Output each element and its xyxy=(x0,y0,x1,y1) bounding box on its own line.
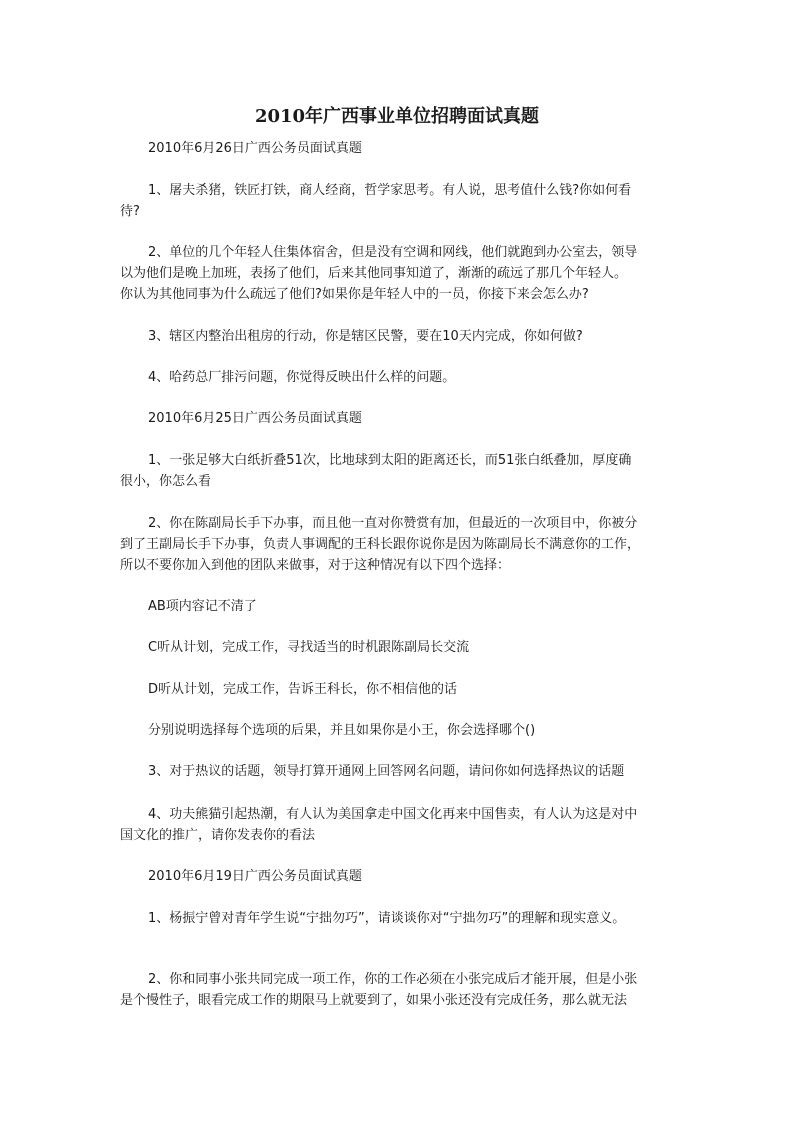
document-title: 2010年广西事业单位招聘面试真题 xyxy=(254,106,540,127)
paragraph-line: 4、功夫熊猫引起热潮，有人认为美国拿走中国文化再来中国售卖，有人认为这是对中 xyxy=(148,807,638,822)
paragraph-line: 待? xyxy=(120,204,140,219)
paragraph-line: 所以不要你加入到他的团队来做事，对于这种情况有以下四个选择： xyxy=(120,558,511,573)
paragraph-line: 2、你在陈副局长手下办事，而且他一直对你赞赏有加，但最近的一次项目中，你被分 xyxy=(148,516,638,531)
paragraph-line: 以为他们是晚上加班，表扬了他们，后来其他同事知道了，渐渐的疏远了那几个年轻人。 xyxy=(120,266,628,281)
paragraph-line: 很小，你怎么看 xyxy=(120,474,212,489)
paragraph-line: 2、单位的几个年轻人住集体宿舍，但是没有空调和网线，他们就跑到办公室去，领导 xyxy=(148,245,638,260)
paragraph-line: 3、辖区内整治出租房的行动，你是辖区民警，要在10天内完成，你如何做? xyxy=(148,329,583,344)
paragraph-line: 1、一张足够大白纸折叠51次，比地球到太阳的距离还长，而51张白纸叠加，厚度确 xyxy=(148,453,632,468)
paragraph-line: 4、哈药总厂排污问题，你觉得反映出什么样的问题。 xyxy=(148,370,456,385)
paragraph-line: 分别说明选择每个选项的后果，并且如果你是小王，你会选择哪个() xyxy=(148,723,536,738)
paragraph-line: 2、你和同事小张共同完成一项工作，你的工作必须在小张完成后才能开展，但是小张 xyxy=(148,972,638,987)
paragraph-line: 是个慢性子，眼看完成工作的期限马上就要到了，如果小张还没有完成任务，那么就无法 xyxy=(120,993,628,1008)
paragraph-line: 国文化的推广，请你发表你的看法 xyxy=(120,828,316,843)
paragraph-line: 1、杨振宁曾对青年学生说“宁拙勿巧”，请谈谈你对“宁拙勿巧”的理解和现实意义。 xyxy=(148,911,626,926)
option-d-line: D听从计划，完成工作，告诉王科长，你不相信他的话 xyxy=(148,682,458,697)
section-heading-june-19: 2010年6月19日广西公务员面试真题 xyxy=(148,869,362,884)
option-c-line: C听从计划，完成工作，寻找适当的时机跟陈副局长交流 xyxy=(148,640,470,655)
paragraph-line: 到了王副局长手下办事，负责人事调配的王科长跟你说你是因为陈副局长不满意你的工作， xyxy=(120,537,641,552)
section-heading-june-26: 2010年6月26日广西公务员面试真题 xyxy=(148,141,362,156)
paragraph-line: 3、对于热议的话题，领导打算开通网上回答网名问题，请问你如何选择热议的话题 xyxy=(148,764,625,779)
paragraph-line: 1、屠夫杀猪，铁匠打铁，商人经商，哲学家思考。有人说，思考值什么钱?你如何看 xyxy=(148,183,632,198)
option-ab-line: AB项内容记不清了 xyxy=(148,599,257,614)
section-heading-june-25: 2010年6月25日广西公务员面试真题 xyxy=(148,411,362,426)
paragraph-line: 你认为其他同事为什么疏远了他们?如果你是年轻人中的一员，你接下来会怎么办? xyxy=(120,287,589,302)
